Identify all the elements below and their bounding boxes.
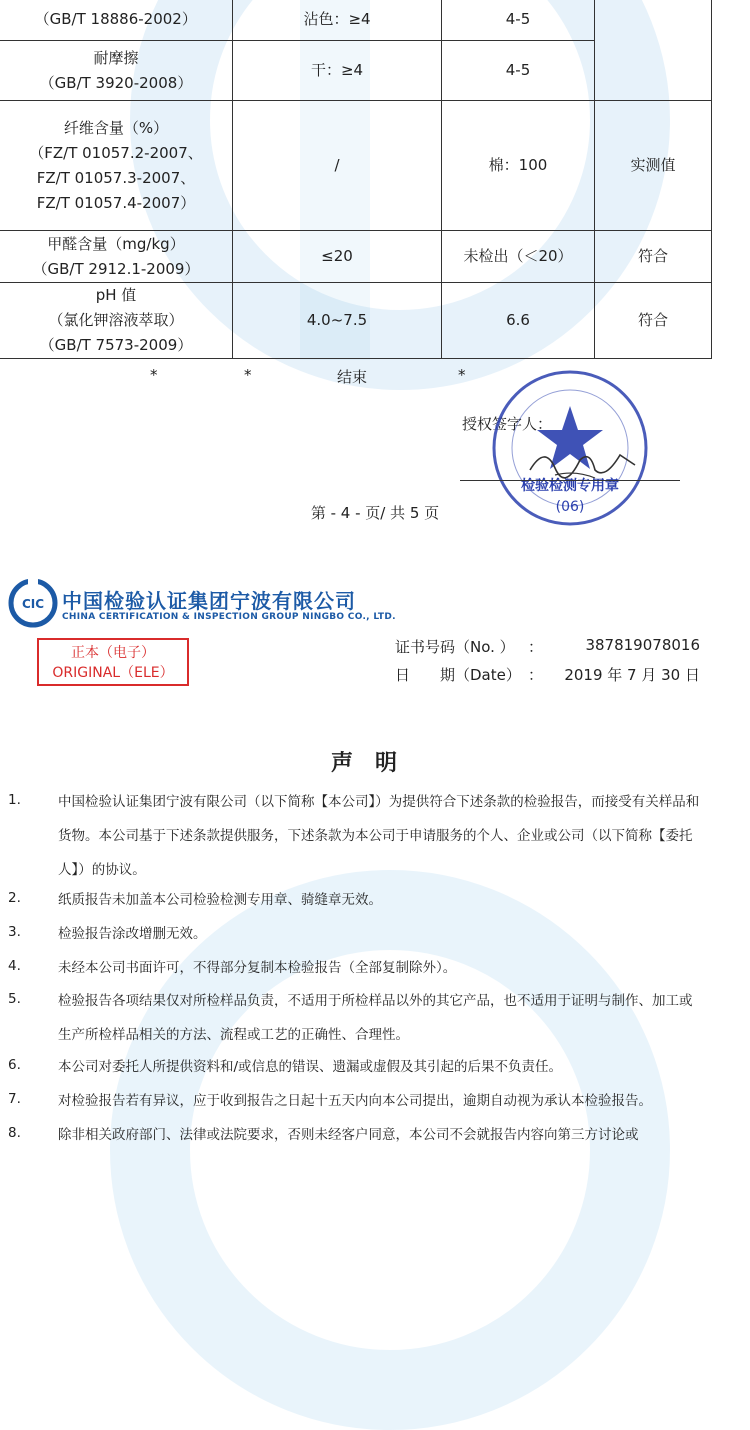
item-line: 甲醛含量（mg/kg） [47, 234, 185, 253]
item-text: 未经本公司书面许可，不得部分复制本检验报告（全部复制除外）。 [58, 960, 457, 976]
cic-logo-icon [8, 578, 58, 628]
cell-verdict: 符合 [595, 231, 712, 283]
colon: ： [528, 666, 544, 684]
item-line: （FZ/T 01057.2-2007、 [29, 143, 203, 162]
page-number: 第 - 4 - 页/ 共 5 页 [310, 504, 440, 522]
cell-result: 4-5 [442, 41, 595, 101]
colon: ： [528, 638, 544, 656]
end-star: * [244, 366, 252, 384]
item-text: 本公司对委托人所提供资料和/或信息的错误、遗漏或虚假及其引起的后果不负责任。 [58, 1059, 563, 1075]
cell-verdict: 实测值 [595, 101, 712, 231]
cell-method [0, 41, 233, 101]
cell-requirement: / [233, 101, 442, 231]
item-line: FZ/T 01057.4-2007） [36, 193, 196, 212]
item-number: 2. [8, 890, 21, 906]
item-number: 1. [8, 792, 21, 808]
item-text: 检验报告各项结果仅对所检样品负责，不适用于所检样品以外的其它产品，也不适用于证明与制作、加工或生产所检样品相关的方法、流程或工艺的正确性、合理性。 [58, 993, 693, 1043]
item-line: 纤维含量（%） [63, 118, 169, 137]
table-row [0, 0, 712, 41]
company-name-en: CHINA CERTIFICATION & INSPECTION GROUP NINGBO CO., LTD. [62, 612, 396, 622]
stamp-line-en: ORIGINAL（ELE） [52, 665, 174, 681]
item-text: 纸质报告未加盖本公司检验检测专用章、骑缝章无效。 [58, 892, 382, 908]
item-number: 8. [8, 1125, 21, 1141]
item-line: （氯化钾溶液萃取） [48, 311, 184, 329]
handwritten-signature [525, 440, 645, 485]
cell-requirement: 4.0~7.5 [233, 283, 442, 359]
cell-requirement: ≤20 [233, 231, 442, 283]
item-line: FZ/T 01057.3-2007、 [36, 168, 196, 187]
stamp-line-cn: 正本（电子） [71, 645, 155, 661]
cell-verdict: 符合 [595, 283, 712, 359]
declaration-title: 声明 [330, 751, 419, 776]
cell-item [0, 231, 233, 283]
item-line: （GB/T 2912.1-2009） [32, 259, 200, 278]
item-number: 6. [8, 1057, 21, 1073]
cell-item [0, 101, 233, 231]
original-stamp [37, 638, 189, 686]
cell-condition: 沾色：≥4 [233, 0, 442, 41]
method-standard: （GB/T 3920-2008） [39, 73, 193, 92]
table-row [0, 101, 712, 231]
certificate-number-label: 证书号码（No. ） [395, 638, 515, 656]
certificate-number-value: 387819078016 [585, 636, 700, 654]
item-line: （GB/T 7573-2009） [39, 336, 193, 354]
cell-verdict [595, 41, 712, 101]
company-name-cn: 中国检验认证集团宁波有限公司 [62, 589, 356, 613]
certificate-number-row [395, 636, 700, 658]
seal-text: 检验检测专用章 [521, 478, 619, 494]
cell-verdict [595, 0, 712, 41]
table-row [0, 41, 712, 101]
date-value: 2019 年 7 月 30 日 [564, 666, 700, 684]
item-text: 除非相关政府部门、法律或法院要求，否则未经客户同意，本公司不会就报告内容向第三方讨论或 [58, 1127, 639, 1143]
svg-text:CIC: CIC [21, 597, 45, 611]
authorized-signatory-label: 授权签字人： [462, 415, 553, 433]
table-row [0, 283, 712, 359]
end-star: * [458, 366, 466, 384]
signature-line [460, 480, 680, 481]
item-number: 3. [8, 924, 21, 940]
item-number: 7. [8, 1091, 21, 1107]
date-row [395, 664, 700, 686]
cell-result: 棉：100 [442, 101, 595, 231]
test-results-table [0, 0, 712, 359]
item-text: 检验报告涂改增删无效。 [58, 926, 207, 942]
table-row [0, 231, 712, 283]
item-text: 中国检验认证集团宁波有限公司（以下简称【本公司】）为提供符合下述条款的检验报告，而接受有关样品和货物。本公司基于下述条款提供服务，下述条款为本公司于申请服务的个人、企业或公司（以下简称【委托人】）的协议。 [58, 794, 700, 878]
seal-number: (06) [555, 499, 585, 515]
end-text: 结束 [337, 368, 368, 386]
cell-result: 4-5 [442, 0, 595, 41]
cell-condition: 干：≥4 [233, 41, 442, 101]
method-name: 耐摩擦 [93, 48, 139, 67]
end-star: * [150, 366, 158, 384]
date-label: 日 期（Date） [395, 666, 521, 684]
item-text: 对检验报告若有异议，应于收到报告之日起十五天内向本公司提出，逾期自动视为承认本检验报告。 [58, 1093, 652, 1109]
cell-result: 未检出（＜20） [442, 231, 595, 283]
item-line: pH 值 [95, 286, 137, 304]
item-number: 4. [8, 958, 21, 974]
item-number: 5. [8, 991, 21, 1007]
cell-result: 6.6 [442, 283, 595, 359]
cell-item [0, 283, 233, 359]
cell-method: （GB/T 18886-2002） [0, 0, 233, 41]
